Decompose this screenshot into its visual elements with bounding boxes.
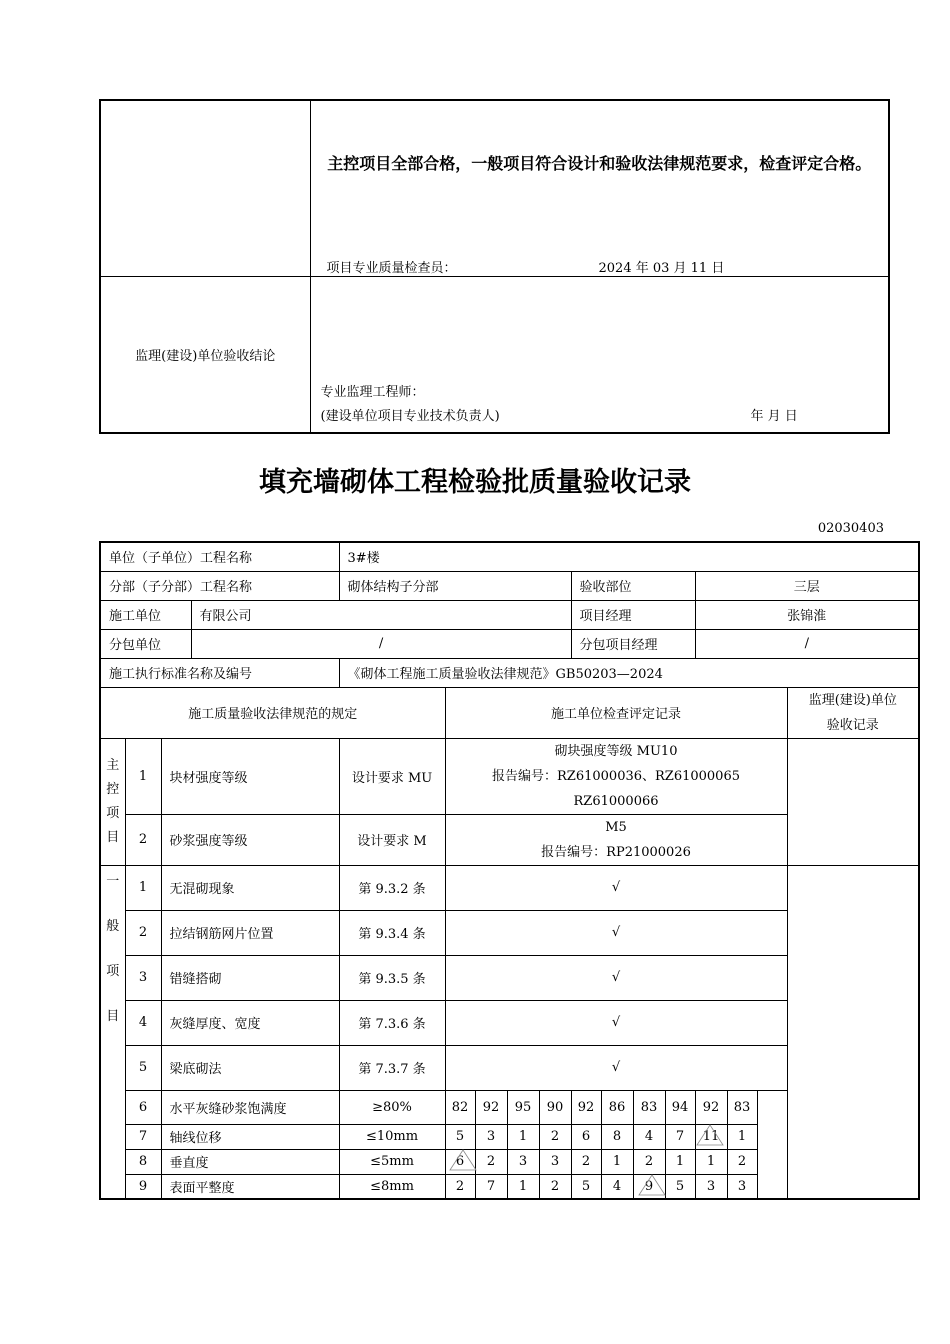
measure-value: 92 xyxy=(695,1090,727,1124)
inspection-record-table xyxy=(99,541,920,1200)
measure-value: 2 xyxy=(445,1174,475,1199)
measure-item-name: 水平灰缝砂浆饱满度 xyxy=(161,1090,339,1124)
measure-item-no: 9 xyxy=(125,1174,161,1199)
inspector-date: 2024 年 03 月 11 日 xyxy=(598,261,725,276)
general-item-check: √ xyxy=(445,955,787,1000)
measure-value: 3 xyxy=(695,1174,727,1199)
supervision-header-line2: 验收记录 xyxy=(826,717,879,733)
general-item-name: 拉结钢筋网片位置 xyxy=(161,910,339,955)
measure-value-flagged xyxy=(695,1124,727,1149)
measure-value: 4 xyxy=(601,1174,633,1199)
out-of-tolerance-triangle-icon: 6 xyxy=(456,1154,464,1169)
result-cell xyxy=(310,100,889,276)
contractor-value: 有限公司 xyxy=(191,600,571,629)
general-item-req: 第 9.3.5 条 xyxy=(339,955,445,1000)
contractor-label: 施工单位 xyxy=(100,600,191,629)
general-item-no: 3 xyxy=(125,955,161,1000)
general-item-no: 5 xyxy=(125,1045,161,1090)
measure-item-name: 垂直度 xyxy=(161,1149,339,1174)
top-conclusion-table xyxy=(99,99,890,434)
supervision-signature-cell xyxy=(310,276,889,433)
general-item-no: 2 xyxy=(125,910,161,955)
engineer-label: 专业监理工程师： xyxy=(320,384,425,400)
general-item-req: 第 9.3.4 条 xyxy=(339,910,445,955)
measure-value: 2 xyxy=(539,1174,571,1199)
supervision-column-header xyxy=(787,687,919,738)
general-item-req: 第 7.3.6 条 xyxy=(339,1000,445,1045)
pm-value: 张锦淮 xyxy=(695,600,919,629)
measure-value: 5 xyxy=(445,1124,475,1149)
measure-item-no: 7 xyxy=(125,1124,161,1149)
standard-value: 《砌体工程施工质量验收法律规范》GB50203—2024 xyxy=(339,658,919,687)
measure-value: 1 xyxy=(727,1124,757,1149)
main-item-no: 2 xyxy=(125,814,161,865)
record-column-header: 施工单位检查评定记录 xyxy=(445,687,787,738)
general-item-check: √ xyxy=(445,1045,787,1090)
measure-value: 3 xyxy=(507,1149,539,1174)
inspector-label: 项目专业质量检查员： xyxy=(326,261,457,276)
measure-value-flagged xyxy=(445,1149,475,1174)
measure-value: 1 xyxy=(601,1149,633,1174)
measure-item-no: 8 xyxy=(125,1149,161,1174)
main-item-record: 砌块强度等级 MU10 报告编号：RZ61000036、RZ61000065 RZ61000066 xyxy=(445,738,787,814)
measure-value: 8 xyxy=(601,1124,633,1149)
measure-value: 1 xyxy=(507,1174,539,1199)
acceptance-part-value: 三层 xyxy=(695,571,919,600)
general-item-check: √ xyxy=(445,910,787,955)
general-supervision-cell xyxy=(787,865,919,1199)
general-item-name: 无混砌现象 xyxy=(161,865,339,910)
measure-value: 5 xyxy=(665,1174,695,1199)
measure-value: 1 xyxy=(665,1149,695,1174)
out-of-tolerance-triangle-icon: 9 xyxy=(645,1179,653,1194)
general-item-check: √ xyxy=(445,865,787,910)
measure-item-req: ≤10mm xyxy=(339,1124,445,1149)
main-item-record: M5 报告编号：RP21000026 xyxy=(445,814,787,865)
supervision-header-line1: 监理(建设)单位 xyxy=(808,692,897,708)
measure-value: 90 xyxy=(539,1090,571,1124)
general-item-name: 灰缝厚度、宽度 xyxy=(161,1000,339,1045)
date-blank: 年 月 日 xyxy=(750,408,798,424)
measure-value: 1 xyxy=(507,1124,539,1149)
main-item-req: 设计要求 M xyxy=(339,814,445,865)
supervision-conclusion-label: 监理(建设)单位验收结论 xyxy=(100,276,310,433)
measure-value: 2 xyxy=(539,1124,571,1149)
sub-pm-value: / xyxy=(695,629,919,658)
general-item-name: 错缝搭砌 xyxy=(161,955,339,1000)
sub-project-value: 砌体结构子分部 xyxy=(339,571,571,600)
standard-label: 施工执行标准名称及编号 xyxy=(100,658,339,687)
measure-value: 2 xyxy=(475,1149,507,1174)
general-item-req: 第 7.3.7 条 xyxy=(339,1045,445,1090)
measure-value: 92 xyxy=(571,1090,601,1124)
measure-item-no: 6 xyxy=(125,1090,161,1124)
unit-project-value: 3#楼 xyxy=(339,542,919,571)
subcontractor-label: 分包单位 xyxy=(100,629,191,658)
result-text: 主控项目全部合格，一般项目符合设计和验收法律规范要求，检查评定合格。 xyxy=(327,154,872,173)
measure-value: 2 xyxy=(571,1149,601,1174)
measure-value: 3 xyxy=(727,1174,757,1199)
general-items-label: 一 般 项 目 xyxy=(100,865,125,1199)
document-code: 02030403 xyxy=(817,521,884,536)
measure-value: 83 xyxy=(727,1090,757,1124)
measure-value: 6 xyxy=(571,1124,601,1149)
main-control-supervision-cell xyxy=(787,738,919,865)
measure-item-req: ≤8mm xyxy=(339,1174,445,1199)
measure-value: 3 xyxy=(475,1124,507,1149)
main-control-label: 主 控 项 目 xyxy=(100,738,125,865)
measure-value: 3 xyxy=(539,1149,571,1174)
general-item-no: 4 xyxy=(125,1000,161,1045)
measure-value: 2 xyxy=(633,1149,665,1174)
measure-item-req: ≥80% xyxy=(339,1090,445,1124)
general-item-name: 梁底砌法 xyxy=(161,1045,339,1090)
measure-value: 86 xyxy=(601,1090,633,1124)
measure-item-req: ≤5mm xyxy=(339,1149,445,1174)
measure-value: 82 xyxy=(445,1090,475,1124)
measure-value: 4 xyxy=(633,1124,665,1149)
main-item-no: 1 xyxy=(125,738,161,814)
measure-value-flagged xyxy=(633,1174,665,1199)
document-title: 填充墙砌体工程检验批质量验收记录 xyxy=(259,467,691,498)
measure-value: 7 xyxy=(475,1174,507,1199)
sub-project-label: 分部（子分部）工程名称 xyxy=(100,571,339,600)
general-item-no: 1 xyxy=(125,865,161,910)
main-item-name: 砂浆强度等级 xyxy=(161,814,339,865)
measure-item-name: 表面平整度 xyxy=(161,1174,339,1199)
general-item-check: √ xyxy=(445,1000,787,1045)
measure-value: 5 xyxy=(571,1174,601,1199)
sub-pm-label: 分包项目经理 xyxy=(571,629,695,658)
subcontractor-value: / xyxy=(191,629,571,658)
acceptance-part-label: 验收部位 xyxy=(571,571,695,600)
measure-value: 1 xyxy=(695,1149,727,1174)
out-of-tolerance-triangle-icon: 11 xyxy=(703,1129,720,1144)
measure-value: 94 xyxy=(665,1090,695,1124)
owner-label: (建设单位项目专业技术负责人) xyxy=(320,408,500,424)
spec-column-header: 施工质量验收法律规范的规定 xyxy=(100,687,445,738)
measure-value: 83 xyxy=(633,1090,665,1124)
measure-item-name: 轴线位移 xyxy=(161,1124,339,1149)
measure-value: 2 xyxy=(727,1149,757,1174)
measure-value: 95 xyxy=(507,1090,539,1124)
measure-value: 92 xyxy=(475,1090,507,1124)
measure-value: 7 xyxy=(665,1124,695,1149)
pm-label: 项目经理 xyxy=(571,600,695,629)
blank-label-cell xyxy=(100,100,310,276)
general-item-req: 第 9.3.2 条 xyxy=(339,865,445,910)
main-item-req: 设计要求 MU xyxy=(339,738,445,814)
unit-project-label: 单位（子单位）工程名称 xyxy=(100,542,339,571)
main-item-name: 块材强度等级 xyxy=(161,738,339,814)
